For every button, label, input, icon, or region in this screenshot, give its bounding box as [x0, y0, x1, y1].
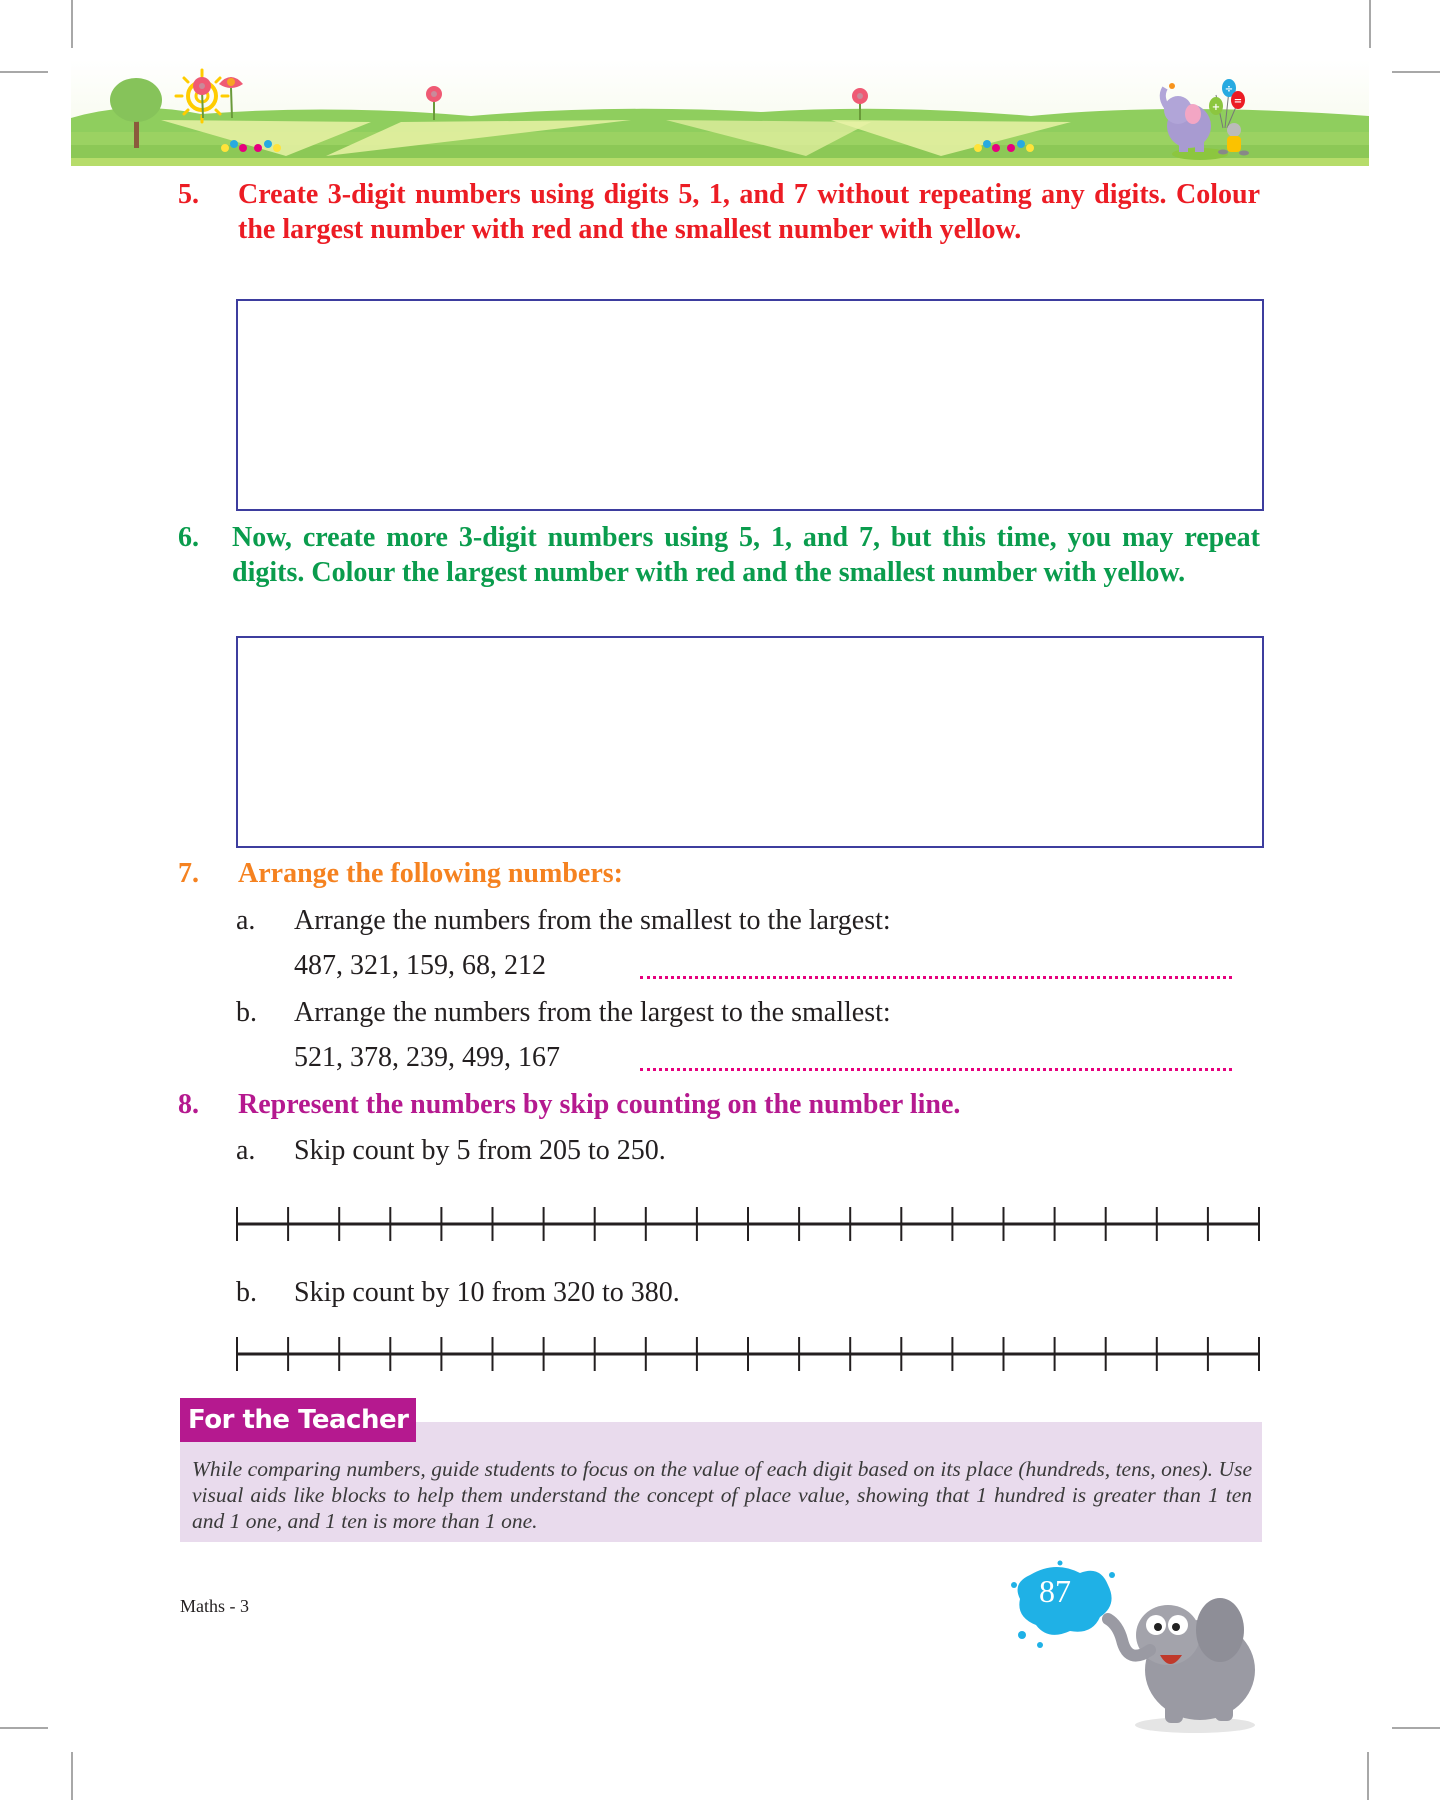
- svg-text:=: =: [1233, 96, 1243, 107]
- svg-text:÷: ÷: [1224, 84, 1234, 95]
- number-list-7b: 521, 378, 239, 499, 167: [294, 1042, 560, 1073]
- part-label: a.: [236, 905, 256, 936]
- meadow-illustration: [71, 60, 1369, 166]
- teacher-note-text: While comparing numbers, guide students to focus on the value of each digit based on its place (hundreds, tens, ones). Use visual aids like blocks to help them understand the concept of place value, showing that 1 hundred is greater than 1 ten and 1 one, and 1 ten is more than 1 one.: [192, 1457, 1252, 1533]
- question-7: [178, 856, 1260, 891]
- part-label: b.: [236, 1277, 257, 1308]
- crop-mark: [1392, 71, 1440, 73]
- crop-mark: [0, 71, 48, 73]
- crop-mark: [1369, 0, 1371, 48]
- question-text: Now, create more 3-digit numbers using 5, 1, and 7, but this time, you may repeat digits. Colour the largest number with red and the smallest number with yellow.: [232, 522, 1260, 588]
- answer-box-q5[interactable]: [236, 299, 1264, 511]
- question-text: Create 3-digit numbers using digits 5, 1, and 7 without repeating any digits. Colour the largest number with red and the smallest number with yellow.: [238, 179, 1260, 245]
- question-text: Arrange the following numbers:: [238, 858, 623, 889]
- teacher-note-title: For the Teacher: [180, 1398, 416, 1442]
- part-text: Arrange the numbers from the smallest to the largest:: [294, 905, 891, 936]
- crop-mark: [1367, 1752, 1369, 1800]
- question-number: 8.: [178, 1089, 199, 1120]
- page-number: 87: [1039, 1573, 1071, 1609]
- question-text: Represent the numbers by skip counting on the number line.: [238, 1089, 961, 1120]
- crop-mark: [71, 0, 73, 48]
- crop-mark: [1392, 1727, 1440, 1729]
- header-banner: [71, 60, 1369, 166]
- part-text: Skip count by 5 from 205 to 250.: [294, 1135, 666, 1166]
- part-label: a.: [236, 1135, 256, 1166]
- answer-line-7b[interactable]: [640, 1068, 1232, 1071]
- part-text: Skip count by 10 from 320 to 380.: [294, 1277, 680, 1308]
- question-6: [178, 520, 1260, 590]
- answer-box-q6[interactable]: [236, 636, 1264, 848]
- subject-label: Maths - 3: [180, 1596, 249, 1616]
- number-line-8a[interactable]: [235, 1205, 1261, 1243]
- question-8: [178, 1087, 1260, 1122]
- question-number: 7.: [178, 858, 199, 889]
- question-number: 5.: [178, 179, 199, 210]
- part-text: Arrange the numbers from the largest to the smallest:: [294, 997, 891, 1028]
- number-list-7a: 487, 321, 159, 68, 212: [294, 950, 546, 981]
- answer-line-7a[interactable]: [640, 976, 1232, 979]
- number-line-8b[interactable]: [235, 1335, 1261, 1373]
- part-label: b.: [236, 997, 257, 1028]
- crop-mark: [0, 1727, 48, 1729]
- question-number: 6.: [178, 522, 199, 553]
- svg-text:+: +: [1211, 102, 1221, 113]
- question-5: [178, 177, 1260, 247]
- crop-mark: [71, 1752, 73, 1800]
